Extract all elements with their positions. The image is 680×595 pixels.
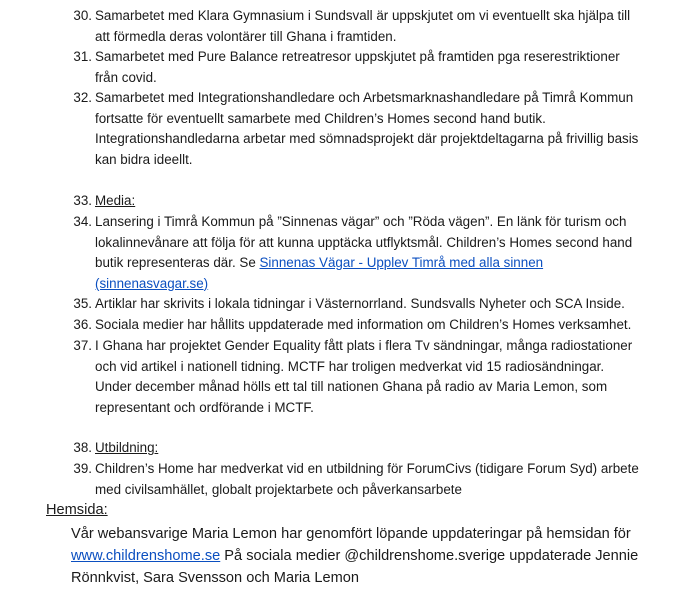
item-line: och vid artikel i nationell tidning. MCTF har troligen medverkat vid 15 radiosändningar. xyxy=(95,358,605,374)
sinnenas-vagar-link-domain[interactable]: (sinnenasvagar.se) xyxy=(95,275,209,291)
hemsida-paragraph xyxy=(71,523,671,589)
item-line: Samarbetet med Klara Gymnasium i Sundsvall är uppskjutet om vi eventuellt ska hjälpa till xyxy=(95,8,631,23)
heading-text: Media: xyxy=(95,193,136,208)
item-number: 36. xyxy=(73,317,92,332)
item-line: kan bidra ideellt. xyxy=(95,151,193,167)
item-number: 30. xyxy=(73,8,92,23)
heading-text: Utbildning: xyxy=(95,440,159,455)
item-text xyxy=(95,459,656,500)
paragraph-line-text: På sociala medier @childrenshome.sverige uppdaterade Jennie xyxy=(220,548,639,564)
item-number: 38. xyxy=(73,440,92,455)
paragraph-line: Vår webansvarige Maria Lemon har genomfört löpande uppdateringar på hemsidan för xyxy=(71,526,631,542)
item-number: 31. xyxy=(73,49,92,64)
item-text xyxy=(95,294,656,315)
item-line: med civilsamhället, globalt projektarbete och påverkansarbete xyxy=(95,481,462,497)
item-text xyxy=(95,315,656,336)
item-line: fortsatte för eventuellt samarbete med Children’s Homes second hand butik. xyxy=(95,110,546,126)
item-line xyxy=(95,253,656,274)
item-line: Artiklar har skrivits i lokala tidningar i Västernorrland. Sundsvalls Nyheter och SCA Inside. xyxy=(95,296,625,311)
item-line: Integrationshandledarna arbetar med sömnadsprojekt där projektdeltagarna på frivillig basis xyxy=(95,131,639,147)
paragraph-line: Rönnkvist, Sara Svensson och Maria Lemon xyxy=(71,570,359,586)
item-number: 37. xyxy=(73,338,92,353)
item-number: 35. xyxy=(73,296,92,311)
item-line: Under december månad hölls ett tal till nationen Ghana på radio av Maria Lemon, som xyxy=(95,379,608,395)
sinnenas-vagar-link[interactable]: Sinnenas Vägar - Upplev Timrå med alla sinnen xyxy=(259,255,544,271)
item-number: 32. xyxy=(73,90,92,105)
item-line-text: butik representeras där. Se xyxy=(95,255,260,271)
item-line: att förmedla deras volontärer till Ghana i framtiden. xyxy=(95,28,397,44)
item-line: från covid. xyxy=(95,69,157,85)
section-heading-media xyxy=(95,191,656,212)
item-line: Samarbetet med Integrationshandledare och Arbetsmarknashandledare på Timrå Kommun xyxy=(95,90,634,105)
item-text xyxy=(95,336,656,418)
item-line: representant och ordförande i MCTF. xyxy=(95,399,314,415)
item-line: Sociala medier har hållits uppdaterade med information om Children’s Homes verksamhet. xyxy=(95,317,632,332)
item-number: 39. xyxy=(73,461,92,476)
item-line: Children’s Home har medverkat vid en utbildning för ForumCivs (tidigare Forum Syd) arbete xyxy=(95,461,639,476)
item-text xyxy=(95,6,656,47)
item-text xyxy=(95,47,656,88)
item-number: 34. xyxy=(73,214,92,229)
item-text xyxy=(95,212,656,294)
childrenshome-website-link[interactable]: www.childrenshome.se xyxy=(71,548,221,564)
item-line: I Ghana har projektet Gender Equality fått plats i flera Tv sändningar, många radiostationer xyxy=(95,338,633,353)
item-line: Samarbetet med Pure Balance retreatresor uppskjutet på framtiden pga reserestriktioner xyxy=(95,49,620,64)
paragraph-line xyxy=(71,545,671,567)
hemsida-heading: Hemsida: xyxy=(46,502,108,518)
item-line xyxy=(95,274,656,295)
item-line: Lansering i Timrå Kommun på ”Sinnenas vägar” och ”Röda vägen”. En länk för turism och xyxy=(95,214,627,229)
item-number: 33. xyxy=(73,193,92,208)
section-heading-utbildning xyxy=(95,438,656,459)
item-text xyxy=(95,88,656,170)
item-line: lokalinnevånare att följa för att kunna upptäcka utflyktsmål. Children’s Homes second hand xyxy=(95,234,633,250)
